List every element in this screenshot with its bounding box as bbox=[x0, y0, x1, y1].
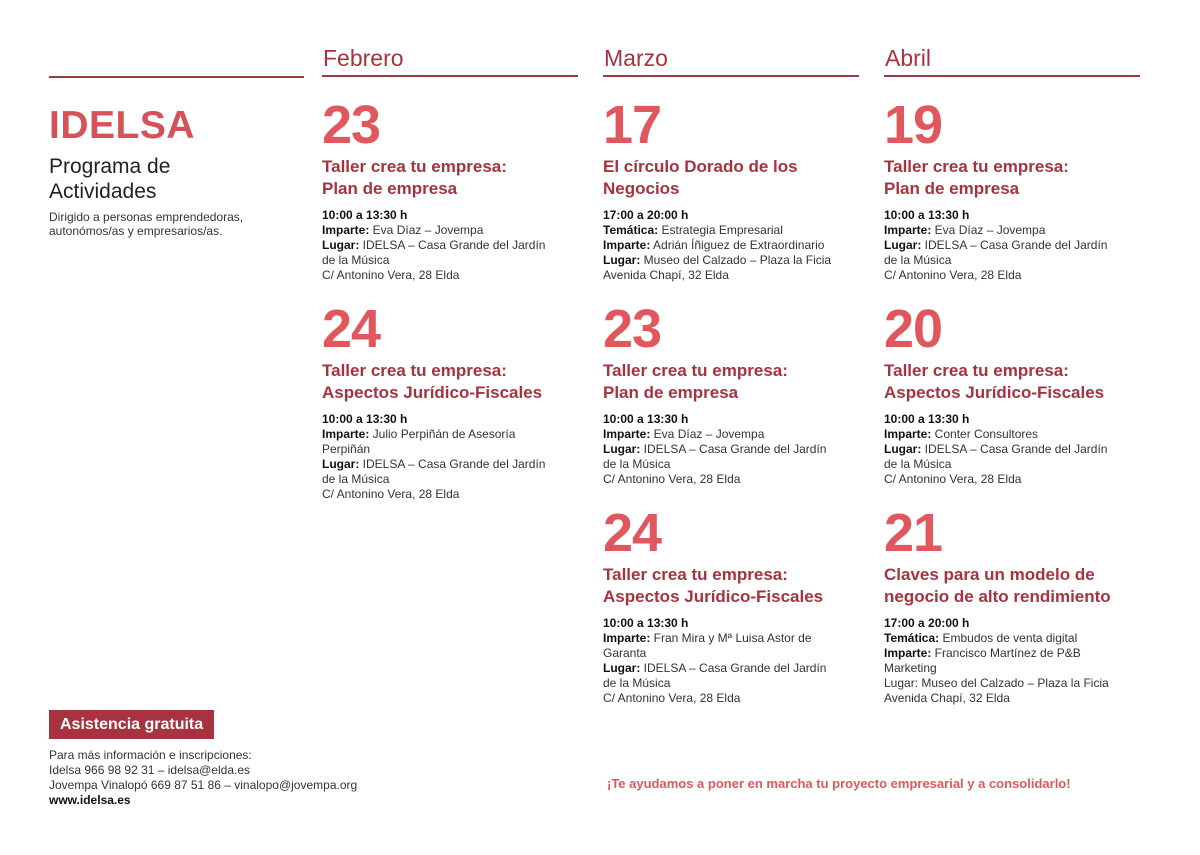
event-card bbox=[603, 300, 863, 487]
speaker-label: Imparte: bbox=[603, 631, 651, 645]
event-topic bbox=[884, 631, 1144, 646]
speaker-label: Imparte: bbox=[884, 646, 932, 660]
event-title bbox=[884, 564, 1144, 608]
location-line: de la Música bbox=[603, 457, 671, 471]
event-title-line: Taller crea tu empresa: bbox=[603, 565, 788, 584]
audience-description bbox=[49, 210, 304, 238]
event-time: 10:00 a 13:30 h bbox=[884, 208, 970, 222]
program-title bbox=[49, 154, 304, 204]
slogan: ¡Te ayudamos a poner en marcha tu proyecto empresarial y a consolidarlo! bbox=[607, 776, 1071, 791]
location-address: C/ Antonino Vera, 28 Elda bbox=[322, 268, 460, 282]
intro-block bbox=[49, 76, 304, 238]
event-details bbox=[884, 208, 1144, 283]
event-title-line: El círculo Dorado de los bbox=[603, 157, 798, 176]
program-title-line: Actividades bbox=[49, 180, 157, 203]
location-line: de la Música bbox=[322, 472, 390, 486]
event-day: 17 bbox=[603, 95, 662, 155]
event-location bbox=[322, 457, 582, 472]
speaker-label: Imparte: bbox=[322, 427, 370, 441]
event-day: 24 bbox=[322, 299, 381, 359]
event-title bbox=[603, 360, 863, 404]
location-line: de la Música bbox=[884, 457, 952, 471]
event-title-line: Plan de empresa bbox=[603, 383, 739, 402]
event-location bbox=[603, 661, 863, 676]
speaker-value: Adrián Íñiguez de Extraordinario bbox=[650, 238, 825, 252]
event-title-line: Taller crea tu empresa: bbox=[603, 361, 788, 380]
event-speaker bbox=[884, 427, 1144, 442]
event-location: Lugar: Museo del Calzado – Plaza la Ficia bbox=[884, 676, 1109, 690]
event-speaker bbox=[603, 238, 863, 253]
event-card bbox=[884, 300, 1144, 487]
speaker-value: Eva Díaz – Jovempa bbox=[931, 223, 1046, 237]
description-line: Dirigido a personas emprendedoras, bbox=[49, 210, 244, 224]
topic-value: Estrategia Empresarial bbox=[658, 223, 783, 237]
event-details bbox=[603, 616, 863, 706]
location-value: IDELSA – Casa Grande del Jardín bbox=[359, 238, 546, 252]
event-details bbox=[603, 208, 863, 283]
month-column-febrero bbox=[322, 44, 578, 501]
speaker-value: Francisco Martínez de P&B bbox=[931, 646, 1081, 660]
location-label: Lugar: bbox=[603, 442, 641, 456]
event-title-line: Taller crea tu empresa: bbox=[322, 361, 507, 380]
free-attendance-badge: Asistencia gratuita bbox=[49, 710, 214, 739]
month-heading: Febrero bbox=[323, 45, 404, 71]
event-card bbox=[884, 96, 1144, 283]
event-time: 10:00 a 13:30 h bbox=[603, 616, 689, 630]
speaker-value: Conter Consultores bbox=[931, 427, 1039, 441]
event-location bbox=[322, 238, 582, 253]
month-heading: Marzo bbox=[604, 45, 668, 71]
month-divider bbox=[322, 75, 578, 77]
event-speaker bbox=[884, 223, 1144, 238]
speaker-label: Imparte: bbox=[884, 223, 932, 237]
event-location bbox=[603, 442, 863, 457]
location-address: C/ Antonino Vera, 28 Elda bbox=[884, 472, 1022, 486]
location-label: Lugar: bbox=[603, 253, 641, 267]
contact-intro: Para más información e inscripciones: bbox=[49, 748, 252, 762]
location-label: Lugar: bbox=[884, 238, 922, 252]
speaker-value: Eva Díaz – Jovempa bbox=[650, 427, 765, 441]
event-time: 10:00 a 13:30 h bbox=[322, 412, 408, 426]
event-title bbox=[884, 360, 1144, 404]
description-line: autonómos/as y empresarios/as. bbox=[49, 224, 223, 238]
event-title bbox=[322, 360, 582, 404]
event-title-line: Taller crea tu empresa: bbox=[884, 361, 1069, 380]
event-details bbox=[603, 412, 863, 487]
topic-value: Embudos de venta digital bbox=[939, 631, 1078, 645]
month-divider bbox=[884, 75, 1140, 77]
topic-label: Temática: bbox=[603, 223, 659, 237]
speaker-value: Eva Díaz – Jovempa bbox=[369, 223, 484, 237]
event-title bbox=[322, 156, 582, 200]
location-address: C/ Antonino Vera, 28 Elda bbox=[603, 691, 741, 705]
location-address: C/ Antonino Vera, 28 Elda bbox=[884, 268, 1022, 282]
event-speaker bbox=[884, 646, 1144, 661]
location-address: C/ Antonino Vera, 28 Elda bbox=[322, 487, 460, 501]
location-label: Lugar: bbox=[884, 442, 922, 456]
month-divider bbox=[603, 75, 859, 77]
location-label: Lugar: bbox=[322, 238, 360, 252]
contact-info bbox=[49, 748, 357, 808]
event-details bbox=[884, 616, 1144, 706]
event-card bbox=[603, 504, 863, 706]
event-title-line: Claves para un modelo de bbox=[884, 565, 1095, 584]
event-card bbox=[884, 504, 1144, 706]
speaker-label: Imparte: bbox=[884, 427, 932, 441]
location-value: IDELSA – Casa Grande del Jardín bbox=[359, 457, 546, 471]
event-speaker bbox=[603, 427, 863, 442]
event-card bbox=[322, 96, 582, 283]
location-address: Avenida Chapí, 32 Elda bbox=[603, 268, 729, 282]
month-column-abril bbox=[884, 44, 1140, 705]
website-link[interactable]: www.idelsa.es bbox=[49, 793, 131, 807]
location-line: de la Música bbox=[322, 253, 390, 267]
event-title bbox=[884, 156, 1144, 200]
speaker-value: Julio Perpiñán de Asesoría bbox=[369, 427, 516, 441]
event-day: 20 bbox=[884, 299, 943, 359]
event-details bbox=[322, 412, 582, 502]
event-day: 23 bbox=[322, 95, 381, 155]
program-title-line: Programa de bbox=[49, 155, 171, 178]
brand-title: IDELSA bbox=[49, 104, 196, 147]
event-location bbox=[884, 238, 1144, 253]
event-title-line: Taller crea tu empresa: bbox=[322, 157, 507, 176]
location-address: C/ Antonino Vera, 28 Elda bbox=[603, 472, 741, 486]
speaker-label: Imparte: bbox=[322, 223, 370, 237]
intro-divider bbox=[49, 76, 304, 78]
event-title-line: negocio de alto rendimiento bbox=[884, 587, 1111, 606]
speaker-label: Imparte: bbox=[603, 238, 651, 252]
event-title-line: Plan de empresa bbox=[884, 179, 1020, 198]
contact-jovempa: Jovempa Vinalopó 669 87 51 86 – vinalopo@jovempa.org bbox=[49, 778, 358, 792]
event-details bbox=[322, 208, 582, 283]
event-day: 23 bbox=[603, 299, 662, 359]
event-day: 19 bbox=[884, 95, 943, 155]
event-speaker bbox=[322, 427, 582, 442]
event-time: 10:00 a 13:30 h bbox=[603, 412, 689, 426]
speaker-line: Perpiñán bbox=[322, 442, 371, 456]
speaker-line: Marketing bbox=[884, 661, 937, 675]
event-speaker bbox=[603, 631, 863, 646]
event-speaker bbox=[322, 223, 582, 238]
event-details bbox=[884, 412, 1144, 487]
event-location bbox=[884, 442, 1144, 457]
event-time: 10:00 a 13:30 h bbox=[884, 412, 970, 426]
event-title-line: Aspectos Jurídico-Fiscales bbox=[322, 383, 543, 402]
location-label: Lugar: bbox=[603, 661, 641, 675]
location-value: IDELSA – Casa Grande del Jardín bbox=[921, 442, 1108, 456]
location-label: Lugar: bbox=[322, 457, 360, 471]
location-address: Avenida Chapí, 32 Elda bbox=[884, 691, 1010, 705]
event-topic bbox=[603, 223, 863, 238]
contact-idelsa: Idelsa 966 98 92 31 – idelsa@elda.es bbox=[49, 763, 250, 777]
speaker-label: Imparte: bbox=[603, 427, 651, 441]
speaker-line: Garanta bbox=[603, 646, 647, 660]
month-column-marzo bbox=[603, 44, 859, 705]
event-card bbox=[603, 96, 863, 283]
event-location bbox=[603, 253, 863, 268]
event-title-line: Taller crea tu empresa: bbox=[884, 157, 1069, 176]
event-title bbox=[603, 564, 863, 608]
month-heading: Abril bbox=[885, 45, 932, 71]
event-title-line: Negocios bbox=[603, 179, 680, 198]
event-card bbox=[322, 300, 582, 502]
event-title bbox=[603, 156, 863, 200]
event-time: 17:00 a 20:00 h bbox=[603, 208, 689, 222]
event-day: 21 bbox=[884, 503, 943, 563]
event-time: 17:00 a 20:00 h bbox=[884, 616, 970, 630]
location-line: de la Música bbox=[884, 253, 952, 267]
event-title-line: Aspectos Jurídico-Fiscales bbox=[884, 383, 1105, 402]
location-value: IDELSA – Casa Grande del Jardín bbox=[640, 661, 827, 675]
location-value: IDELSA – Casa Grande del Jardín bbox=[640, 442, 827, 456]
speaker-value: Fran Mira y Mª Luisa Astor de bbox=[650, 631, 812, 645]
event-title-line: Aspectos Jurídico-Fiscales bbox=[603, 587, 824, 606]
location-value: Museo del Calzado – Plaza la Ficia bbox=[640, 253, 832, 267]
event-time: 10:00 a 13:30 h bbox=[322, 208, 408, 222]
location-line: de la Música bbox=[603, 676, 671, 690]
event-title-line: Plan de empresa bbox=[322, 179, 458, 198]
event-day: 24 bbox=[603, 503, 662, 563]
topic-label: Temática: bbox=[884, 631, 940, 645]
location-value: IDELSA – Casa Grande del Jardín bbox=[921, 238, 1108, 252]
